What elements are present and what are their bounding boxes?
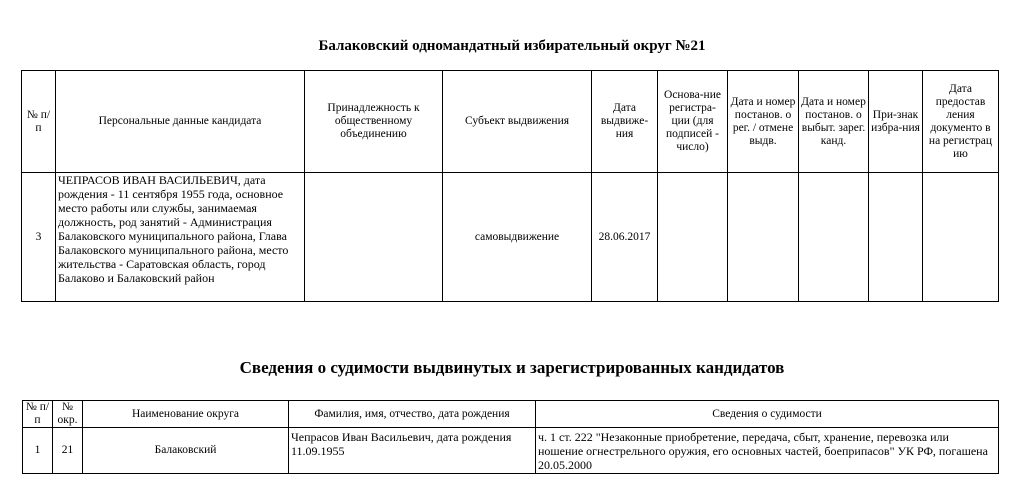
row-number: 1 <box>23 428 53 474</box>
header-cell: № п/п <box>23 401 53 428</box>
registration-basis-cell <box>658 173 728 302</box>
convictions-title: Сведения о судимости выдвинутых и зарегистрированных кандидатов <box>239 358 785 377</box>
header-cell: Сведения о судимости <box>536 401 999 428</box>
table-row <box>22 173 999 302</box>
person-details: Чепрасов Иван Васильевич, дата рождения 11.09.1955 <box>289 428 536 474</box>
header-cell: Субъект выдвижения <box>443 71 592 173</box>
header-cell: Дата предостав ления документо в на регистрац ию <box>923 71 999 173</box>
nomination-subject: самовыдвижение <box>443 173 592 302</box>
nomination-date: 28.06.2017 <box>592 173 658 302</box>
header-cell: Дата выдвиже-ния <box>592 71 658 173</box>
header-cell: № окр. <box>53 401 83 428</box>
row-number: 3 <box>22 173 56 302</box>
header-cell: Принадлежность к общественному объединению <box>305 71 443 173</box>
header-cell: № п/п <box>22 71 56 173</box>
table-row <box>23 428 999 474</box>
candidate-details: ЧЕПРАСОВ ИВАН ВАСИЛЬЕВИЧ, дата рождения - 11 сентября 1955 года, основное место работы или службы, занимаемая должность, род занятий - Администрация Балаковского муниципального района, Глава Балаковского муниципального района, место жительства - Саратовская область, город Балаково и Балаковский район <box>56 173 305 302</box>
election-sign-cell <box>869 173 923 302</box>
header-cell: Наименование округа <box>83 401 289 428</box>
header-cell: Дата и номер постанов. о рег. / отмене выдв. <box>728 71 799 173</box>
district-title: Балаковский одномандатный избирательный округ №21 <box>318 38 706 54</box>
conviction-details: ч. 1 ст. 222 "Незаконные приобретение, передача, сбыт, хранение, перевозка или ношение огнестрельного оружия, его основных частей, боеприпасов" УК РФ, погашена 20.05.2000 <box>536 428 999 474</box>
table-header-row <box>23 401 999 428</box>
candidates-table <box>21 70 999 302</box>
documents-date-cell <box>923 173 999 302</box>
header-cell: Фамилия, имя, отчество, дата рождения <box>289 401 536 428</box>
affiliation-cell <box>305 173 443 302</box>
table-header-row <box>22 71 999 173</box>
district-name: Балаковский <box>83 428 289 474</box>
header-cell: Персональные данные кандидата <box>56 71 305 173</box>
header-cell: Дата и номер постанов. о выбыт. зарег. канд. <box>799 71 869 173</box>
convictions-table <box>22 400 999 474</box>
district-number: 21 <box>53 428 83 474</box>
withdrawal-decision-cell <box>799 173 869 302</box>
registration-decision-cell <box>728 173 799 302</box>
header-cell: Основа-ние регистра-ции (для подписей - число) <box>658 71 728 173</box>
header-cell: При-знак избра-ния <box>869 71 923 173</box>
